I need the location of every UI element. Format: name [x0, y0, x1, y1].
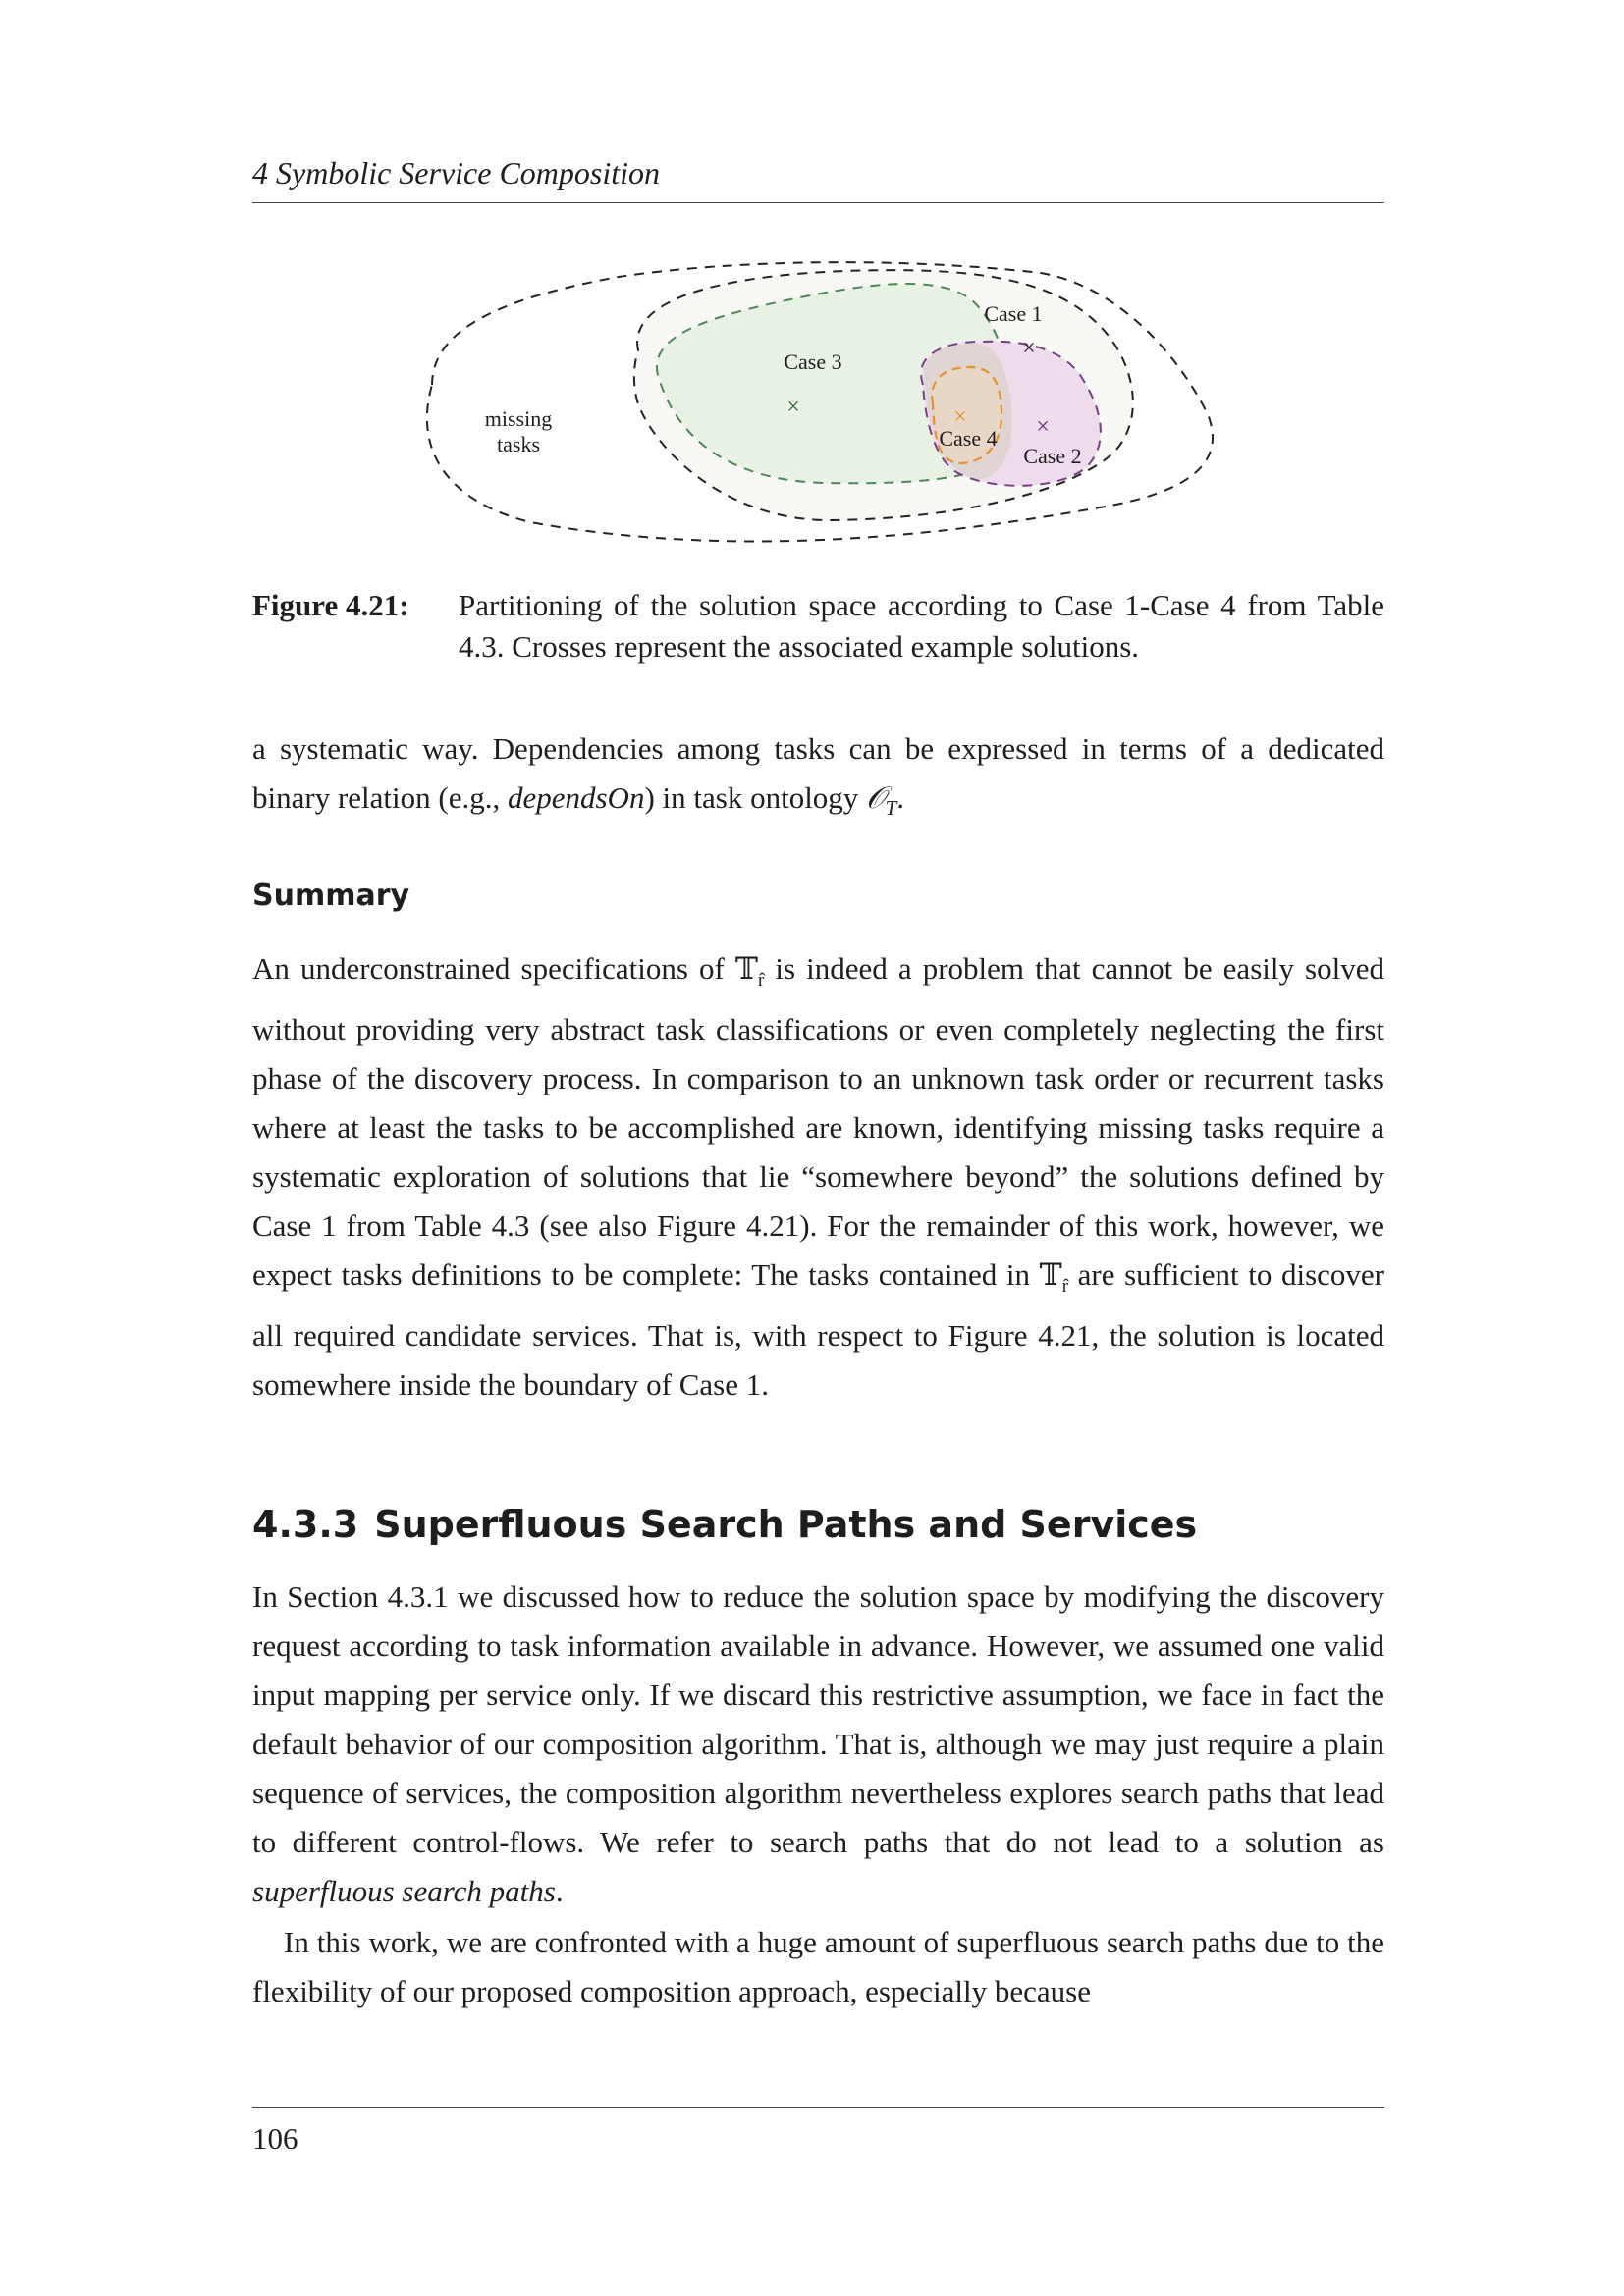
paragraph-superfluous [252, 1573, 1384, 1916]
paragraph-flexibility: In this work, we are confronted with a huge amount of superfluous search paths due to the flexibility of our proposed composition approach, especially because [252, 1925, 1384, 2008]
running-header [252, 153, 1384, 203]
label-case-4: Case 4 [939, 426, 998, 451]
cross-case-1: × [1022, 336, 1036, 361]
text-segment: ) in task ontology [644, 780, 867, 815]
caption-text: Partitioning of the solution space according to Case 1-Case 4 from Table 4.3. Crosses represent the associated example solutions. [459, 588, 1384, 664]
chapter-title: 4 Symbolic Service Composition [252, 155, 661, 190]
text-segment: In Section 4.3.1 we discussed how to reduce the solution space by modifying the discovery request according to task information available in advance. However, we assumed one valid input mapping per service only. If we discard this restrictive assumption, we face in fact the default behavior of our composition algorithm. That is, although we may just require a plain sequence of services, the composition algorithm nevertheless explores search paths that lead to different control-flows. We refer to search paths that do not lead to a solution as [252, 1579, 1384, 1859]
figure-caption [252, 585, 1384, 667]
section-heading [252, 1499, 1197, 1550]
text-segment: are sufficient to discover all required candidate services. That is, with respect to Figure 4.21, the solution is located somewhere inside the boundary of Case 1. [252, 1257, 1385, 1403]
label-case-1: Case 1 [984, 301, 1043, 326]
label-missing-line2: tasks [497, 432, 540, 456]
summary-heading: Summary [252, 879, 410, 913]
term-superfluous-search-paths: superfluous search paths [252, 1874, 556, 1908]
math-subscript: T [885, 796, 897, 821]
label-missing-line1: missing [484, 406, 553, 431]
solution-space-diagram [412, 257, 1218, 571]
section-title: Superfluous Search Paths and Services [374, 1503, 1198, 1546]
caption-label: Figure 4.21: [252, 588, 409, 622]
page-number: 106 [252, 2121, 298, 2156]
label-case-2: Case 2 [1023, 444, 1082, 468]
math-ontology-symbol: 𝒪 [866, 780, 886, 815]
math-subscript: r̂ [758, 970, 765, 991]
text-segment: a systematic way. Dependencies among tasks can be expressed in terms of a dedicated binary relation (e.g., [252, 731, 1384, 815]
term-dependson: dependsOn [507, 780, 645, 815]
math-task-set-symbol: 𝕋 [1039, 1257, 1062, 1293]
math-task-set-symbol: 𝕋 [734, 951, 758, 986]
text-segment: is indeed a problem that cannot be easily solved without providing very abstract task classifications or even completely neglecting the first phase of the discovery process. In comparison to an unknown task order or recurrent tasks where at least the tasks to be accomplished are known, identifying missing tasks require a systematic exploration of solutions that lie “somewhere beyond” the solutions defined by Case 1 from Table 4.3 (see also Figure 4.21). For the remainder of this work, however, we expect tasks definitions to be complete: The tasks contained in [252, 951, 1384, 1293]
figure-4-21 [412, 257, 1218, 571]
paragraph-summary [252, 944, 1384, 1410]
page-footer [252, 2107, 1384, 2156]
text-segment: . [896, 780, 905, 815]
text-segment: An underconstrained specifications of [252, 951, 735, 986]
cross-case-3: × [786, 395, 800, 420]
text-segment: . [555, 1874, 564, 1908]
math-subscript: r̂ [1061, 1276, 1069, 1298]
cross-case-4: × [953, 404, 967, 430]
cross-case-2: × [1036, 414, 1050, 440]
paragraph-dependencies [252, 724, 1384, 832]
label-case-3: Case 3 [784, 349, 842, 374]
section-number: 4.3.3 [252, 1503, 359, 1546]
